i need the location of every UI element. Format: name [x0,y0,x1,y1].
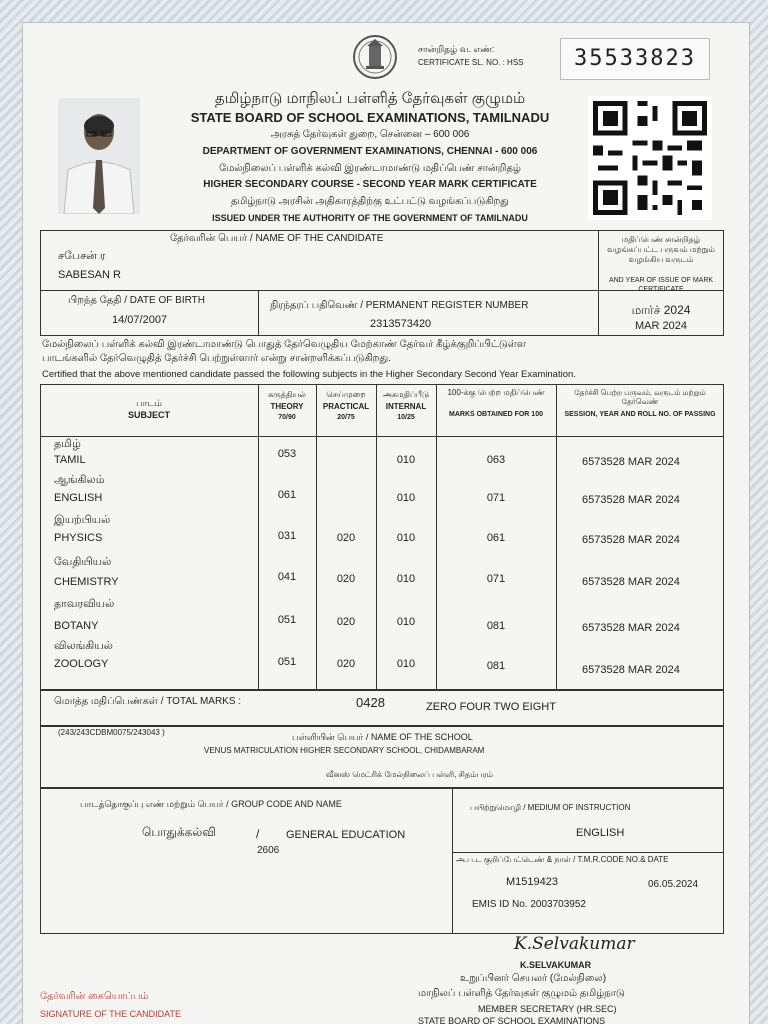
board-name-ta: தமிழ்நாடு மாநிலப் பள்ளித் தேர்வுகள் குழுமம் [214,90,526,107]
member-secretary-signature: K.Selvakumar [514,934,635,954]
subject-ta: ஆங்கிலம் [54,474,105,486]
internal-mark: 010 [396,658,416,670]
group-name-ta: பொதுக்கல்வி [142,825,216,839]
certification-text-ta-2: பாடங்களில் தேர்வெழுதித் தேர்ச்சி பெற்றுள்ளார் என்று சான்றளிக்கப்படுகிறது. [42,353,391,364]
subject-en: CHEMISTRY [54,576,119,588]
total-marks-value: 0428 [356,695,385,710]
th-session-ta: தேர்ச்சி பெற்ற பருவம், வருடம் மற்றும் தேர்வெண் [574,388,706,406]
practical-mark: 020 [336,573,356,585]
session-roll: 6573528 MAR 2024 [582,456,680,468]
school-name-en: VENUS MATRICULATION HIGHER SECONDARY SCHOOL, CHIDAMBARAM [204,746,485,755]
course-title-ta: மேல்நிலைப் பள்ளிக் கல்வி இரண்டாமாண்டு மதிப்பெண் சான்றிதழ் [219,163,521,174]
theory-mark: 051 [277,614,297,626]
session-roll: 6573528 MAR 2024 [582,494,680,506]
subject-ta: தமிழ் [54,438,81,450]
tamilnadu-emblem-icon [352,34,398,80]
medium-value: ENGLISH [576,827,625,839]
th-subject-ta: பாடம் [136,398,162,408]
internal-mark: 010 [396,532,416,544]
th-theory-en: THEORY [270,402,304,411]
school-code: (243/243CDBM0075/243043 ) [58,728,165,737]
practical-mark: 020 [336,616,356,628]
signatory-board-ta: மாநிலப் பள்ளித் தேர்வுகள் குழுமம் தமிழ்நாடு [418,988,625,999]
th-practical-ta: செய்முறை [326,390,366,399]
session-roll: 6573528 MAR 2024 [582,534,680,546]
th-theory-ta: கருத்தியல் [268,390,306,399]
subject-en: ZOOLOGY [54,658,109,670]
internal-mark: 010 [396,573,416,585]
session-roll: 6573528 MAR 2024 [582,622,680,634]
candidate-signature-label-en: SIGNATURE OF THE CANDIDATE [40,1009,182,1019]
dob-label: பிறந்த தேதி / DATE OF BIRTH [68,295,205,306]
internal-mark: 010 [396,616,416,628]
emis-id: EMIS ID No. 2003703952 [472,899,586,910]
certification-text-en: Certified that the above mentioned candidate passed the following subjects in the Higher Secondary Second Year Examination. [42,369,576,380]
subject-ta: விலங்கியல் [54,640,113,652]
group-name-en: GENERAL EDUCATION [286,829,406,841]
candidate-name-ta: சபேசன் ர [58,250,106,262]
total-mark: 071 [486,573,506,585]
th-obtained-ta: 100-க்கு பெற்ற மதிப்பெண் [447,388,545,397]
course-title-en: HIGHER SECONDARY COURSE - SECOND YEAR MARK CERTIFICATE [203,179,537,190]
signatory-title-ta: உறுப்பினர் செயலர் (மேல்நிலை) [460,973,607,984]
th-internal-max: 10/25 [397,414,415,421]
certificate-serial-number: 35533823 [560,38,710,80]
practical-mark: 020 [336,658,356,670]
theory-mark: 061 [277,489,297,501]
dept-name-en: DEPARTMENT OF GOVERNMENT EXAMINATIONS, CHENNAI - 600 006 [202,146,538,157]
subject-ta: தாவரவியல் [54,598,115,610]
dept-name-ta: அரசுத் தேர்வுகள் துறை, சென்னை – 600 006 [270,129,470,140]
total-mark: 063 [486,454,506,466]
serial-label-en: CERTIFICATE SL. NO. : HSS [418,58,524,67]
signatory-title-en: MEMBER SECRETARY (HR.SEC) [478,1004,617,1014]
medium-label: பயிற்றுமொழி / MEDIUM OF INSTRUCTION [470,803,631,812]
issue-session-en: MAR 2024 [635,320,687,332]
total-marks-words: ZERO FOUR TWO EIGHT [426,701,556,713]
practical-mark: 020 [336,532,356,544]
issued-authority-en: ISSUED UNDER THE AUTHORITY OF THE GOVERNMENT OF TAMILNADU [212,213,528,223]
signatory-board-en: STATE BOARD OF SCHOOL EXAMINATIONS [418,1016,606,1024]
internal-mark: 010 [396,492,416,504]
subject-en: PHYSICS [54,532,103,544]
total-mark: 081 [486,660,506,672]
th-practical-en: PRACTICAL [322,402,370,411]
dob-value: 14/07/2007 [112,314,168,326]
th-obtained-en: MARKS OBTAINED FOR 100 [449,411,543,418]
qr-code-icon [588,96,712,220]
subject-en: BOTANY [54,620,99,632]
internal-mark: 010 [396,454,416,466]
subject-ta: இயற்பியல் [54,514,111,526]
total-mark: 071 [486,492,506,504]
th-theory-max: 70/90 [278,414,296,421]
signatory-name: K.SELVAKUMAR [520,960,592,970]
tmr-code: M1519423 [506,876,558,888]
subject-ta: வேதியியல் [54,556,112,568]
theory-mark: 031 [277,530,297,542]
register-number-value: 2313573420 [370,318,432,330]
total-marks-label: மொத்த மதிப்பெண்கள் / TOTAL MARKS : [54,696,242,707]
group-code-label: பாடத்தொகுப்பு எண் மற்றும் பெயர் / GROUP CODE AND NAME [80,799,342,809]
register-number-label: நிரந்தரப் பதிவெண் / PERMANENT REGISTER NUMBER [270,300,529,311]
school-name-label: பள்ளியின் பெயர் / NAME OF THE SCHOOL [292,732,473,742]
issue-label-en: AND YEAR OF ISSUE OF MARK CERTIFICATE [608,277,714,293]
candidate-photo [58,98,140,214]
th-session-en: SESSION, YEAR AND ROLL NO. OF PASSING [564,411,716,418]
group-separator: / [256,827,260,841]
tmr-date: 06.05.2024 [648,879,699,890]
serial-label-ta: சான்றிதழ் வ. எண்: [418,44,495,54]
issue-label-ta: மதிப்பெண் சான்றிதழ் வழங்கப்பட்ட பருவம் மற்றும் வழங்கிய வருடம் [607,235,715,264]
th-subject-en: SUBJECT [127,410,170,420]
certification-text-ta-1: மேல்நிலைப் பள்ளிக் கல்வி இரண்டாமாண்டு பொதுத் தேர்வெழுதிய மேற்காண் தேர்வர் கீழ்க்குறிப்பிட்டுள்ள [42,339,526,350]
tmr-label: அ.ப.ட குறிப்பேட்டெண் & நாள் / T.M.R.CODE NO.& DATE [456,855,669,864]
theory-mark: 053 [277,448,297,460]
th-internal-en: INTERNAL [385,402,427,411]
theory-mark: 041 [277,571,297,583]
total-mark: 081 [486,620,506,632]
candidate-signature-label-ta: தேர்வரின் கையொப்பம் [40,991,149,1002]
candidate-name-en: SABESAN R [58,269,121,281]
issued-authority-ta: தமிழ்நாடு அரசின் அதிகாரத்திற்கு உட்பட்டு வழங்கப்படுகிறது [231,196,509,207]
session-roll: 6573528 MAR 2024 [582,576,680,588]
candidate-name-label: தேர்வரின் பெயர் / NAME OF THE CANDIDATE [170,233,384,244]
th-internal-ta: அகமதிப்பீடு [382,390,430,399]
school-name-ta: வீனஸ் மெட்ரிக் மேல்நிலைப் பள்ளி, சிதம்பரம் [326,770,494,779]
theory-mark: 051 [277,656,297,668]
subject-en: ENGLISH [54,492,103,504]
group-code: 2606 [257,845,280,856]
subject-en: TAMIL [54,454,86,466]
total-mark: 061 [486,532,506,544]
issue-session-ta: மார்ச் 2024 [631,303,691,317]
board-name-en: STATE BOARD OF SCHOOL EXAMINATIONS, TAMILNADU [190,110,550,125]
session-roll: 6573528 MAR 2024 [582,664,680,676]
th-practical-max: 20/75 [337,414,355,421]
